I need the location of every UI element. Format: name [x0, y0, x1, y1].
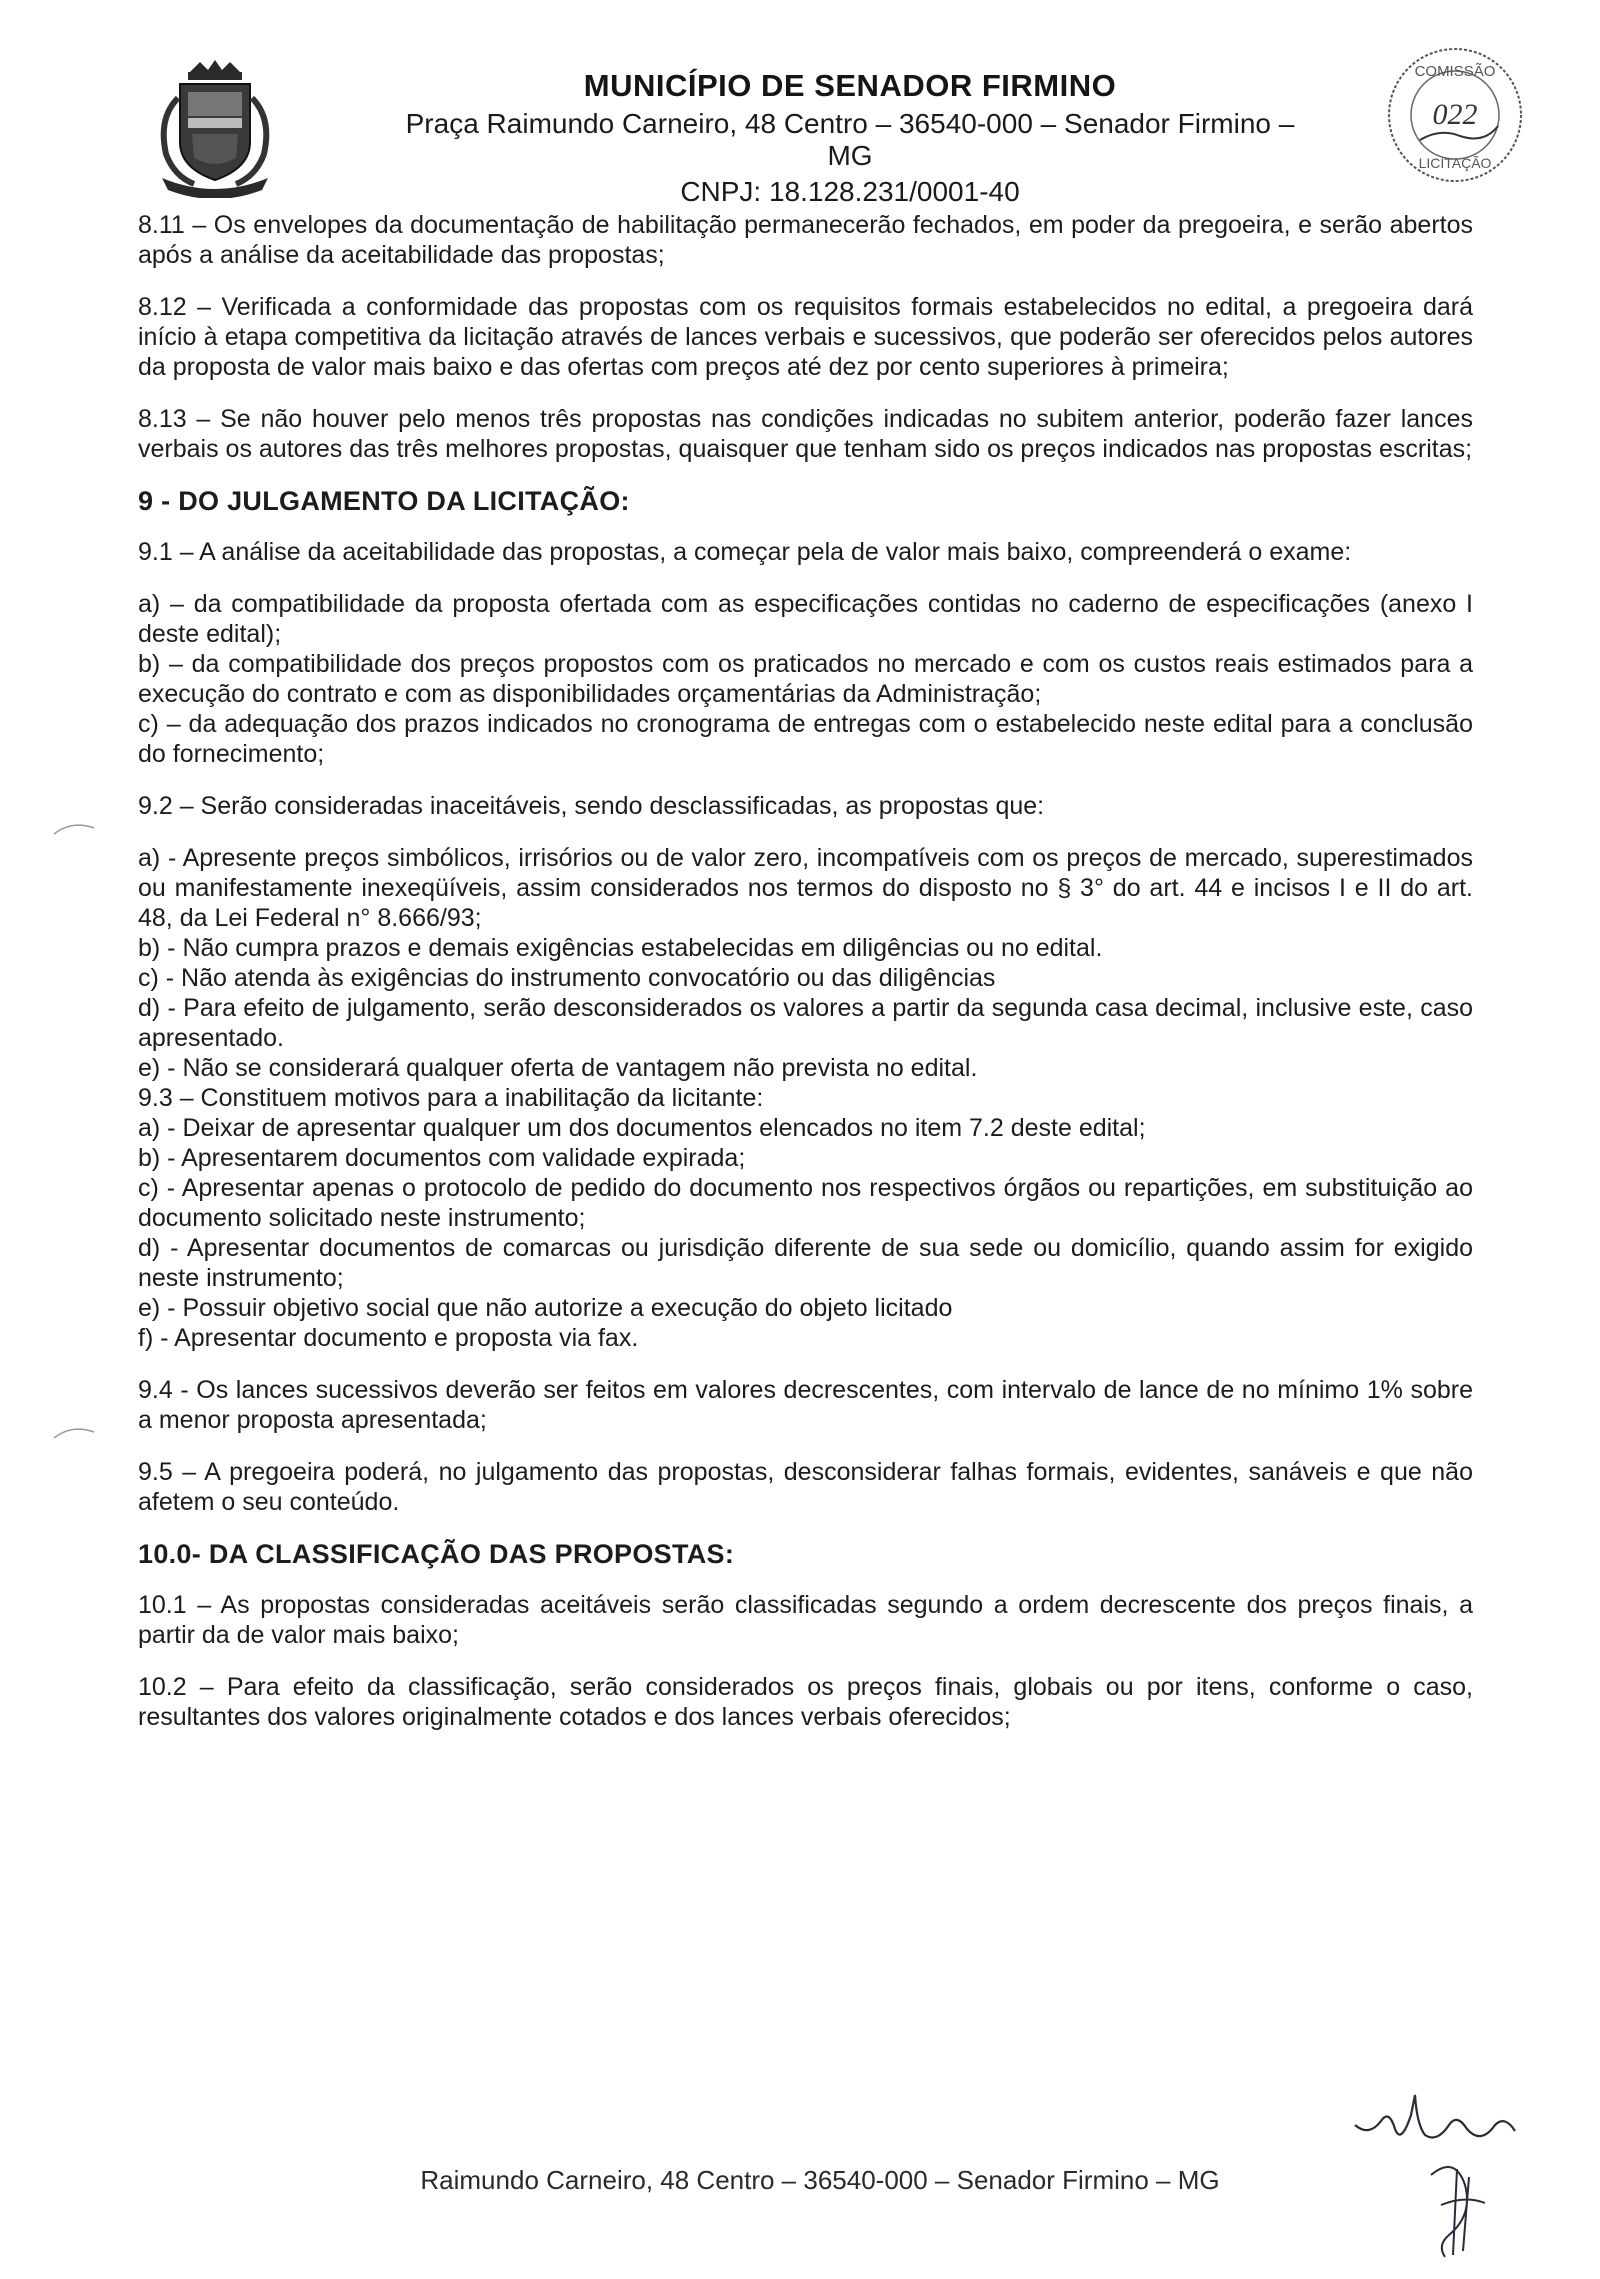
clause-9-1-a: a) – da compatibilidade da proposta ofertada com as especificações contidas no caderno de especificações (anexo I deste edital);	[138, 590, 1473, 648]
clause-10-1: 10.1 – As propostas consideradas aceitáveis serão classificadas segundo a ordem decrescente dos preços finais, a partir da de valor mais baixo;	[138, 1591, 1473, 1649]
clause-9-3-f: f) - Apresentar documento e proposta via fax.	[138, 1324, 639, 1352]
page-footer: Raimundo Carneiro, 48 Centro – 36540-000 – Senador Firmino – MG	[420, 2165, 1220, 2195]
clause-8-11: 8.11 – Os envelopes da documentação de habilitação permanecerão fechados, em poder da pregoeira, e serão abertos após a análise da aceitabilidade das propostas;	[138, 211, 1473, 269]
stamp-number: 022	[1432, 98, 1478, 131]
page-header	[150, 50, 1530, 207]
header-cnpj: CNPJ: 18.128.231/0001-40	[680, 176, 1020, 207]
clause-9-1-b: b) – da compatibilidade dos preços propostos com os praticados no mercado e com os custos reais estimados para a execução do contrato e com as disponibilidades orçamentárias da Administração;	[138, 650, 1473, 708]
clause-9-2-b: b) - Não cumpra prazos e demais exigências estabelecidas em diligências ou no edital.	[138, 934, 1103, 962]
clause-8-13: 8.13 – Se não houver pelo menos três propostas nas condições indicadas no subitem anterior, poderão fazer lances verbais os autores das três melhores propostas, quaisquer que tenham sido os preços indicados nas propostas escritas;	[138, 405, 1473, 463]
commission-stamp	[1380, 40, 1530, 190]
clause-9-2-d: d) - Para efeito de julgamento, serão desconsiderados os valores a partir da segunda casa decimal, inclusive este, caso apresentado.	[138, 994, 1473, 1052]
section-10-heading: 10.0- DA CLASSIFICAÇÃO DAS PROPOSTAS:	[138, 1539, 735, 1569]
clause-9-3-d: d) - Apresentar documentos de comarcas ou jurisdição diferente de sua sede ou domicílio, quando assim for exigido neste instrumento;	[138, 1234, 1473, 1292]
clause-9-3-a: a) - Deixar de apresentar qualquer um dos documentos elencados no item 7.2 deste edital;	[138, 1114, 1146, 1142]
margin-mark	[52, 822, 96, 836]
clause-9-2-e: e) - Não se considerará qualquer oferta de vantagem não prevista no edital.	[138, 1054, 978, 1082]
header-text	[400, 68, 1300, 208]
clause-10-2: 10.2 – Para efeito da classificação, serão considerados os preços finais, globais ou por itens, conforme o caso, resultantes dos valores originalmente cotados e dos lances verbais oferecidos;	[138, 1673, 1473, 1731]
document-body	[138, 210, 1473, 1754]
section-9-heading: 9 - DO JULGAMENTO DA LICITAÇÃO:	[138, 486, 630, 516]
clause-8-12: 8.12 – Verificada a conformidade das propostas com os requisitos formais estabelecidos no edital, a pregoeira dará início à etapa competitiva da licitação através de lances verbais e sucessivos, que poderão ser oferecidos pelos autores da proposta de valor mais baixo e das ofertas com preços até dez por cento superiores à primeira;	[138, 293, 1473, 381]
clause-9-3-c: c) - Apresentar apenas o protocolo de pedido do documento nos respectivos órgãos ou repartições, em substituição ao documento solicitado neste instrumento;	[138, 1174, 1473, 1232]
clause-9-4: 9.4 - Os lances sucessivos deverão ser feitos em valores decrescentes, com intervalo de lance de no mínimo 1% sobre a menor proposta apresentada;	[138, 1376, 1473, 1434]
clause-9-3-e: e) - Possuir objetivo social que não autorize a execução do objeto licitado	[138, 1294, 953, 1322]
margin-mark	[52, 1426, 96, 1440]
header-address: Praça Raimundo Carneiro, 48 Centro – 36540-000 – Senador Firmino – MG	[405, 108, 1295, 171]
stamp-bottom-text: LICITAÇÃO	[1418, 155, 1492, 171]
clause-9-2-c: c) - Não atenda às exigências do instrumento convocatório ou das diligências	[138, 964, 996, 992]
municipal-crest-logo	[150, 58, 280, 198]
clause-9-1-c: c) – da adequação dos prazos indicados no cronograma de entregas com o estabelecido neste edital para a conclusão do fornecimento;	[138, 710, 1473, 768]
clause-9-1: 9.1 – A análise da aceitabilidade das propostas, a começar pela de valor mais baixo, compreenderá o exame:	[138, 538, 1352, 566]
stamp-top-text: COMISSÃO	[1414, 63, 1496, 80]
clause-9-2-a: a) - Apresente preços simbólicos, irrisórios ou de valor zero, incompatíveis com os preços de mercado, superestimados ou manifestamente inexeqüíveis, assim considerados nos termos do disposto no § 3° do art. 44 e incisos I e II do art. 48, da Lei Federal n° 8.666/93;	[138, 844, 1473, 932]
clause-9-3-b: b) - Apresentarem documentos com validade expirada;	[138, 1144, 746, 1172]
clause-9-2: 9.2 – Serão consideradas inaceitáveis, sendo desclassificadas, as propostas que:	[138, 792, 1045, 820]
municipality-title: MUNICÍPIO DE SENADOR FIRMINO	[583, 68, 1117, 103]
clause-9-3: 9.3 – Constituem motivos para a inabilitação da licitante:	[138, 1084, 764, 1112]
clause-9-5: 9.5 – A pregoeira poderá, no julgamento das propostas, desconsiderar falhas formais, evidentes, sanáveis e que não afetem o seu conteúdo.	[138, 1458, 1473, 1516]
